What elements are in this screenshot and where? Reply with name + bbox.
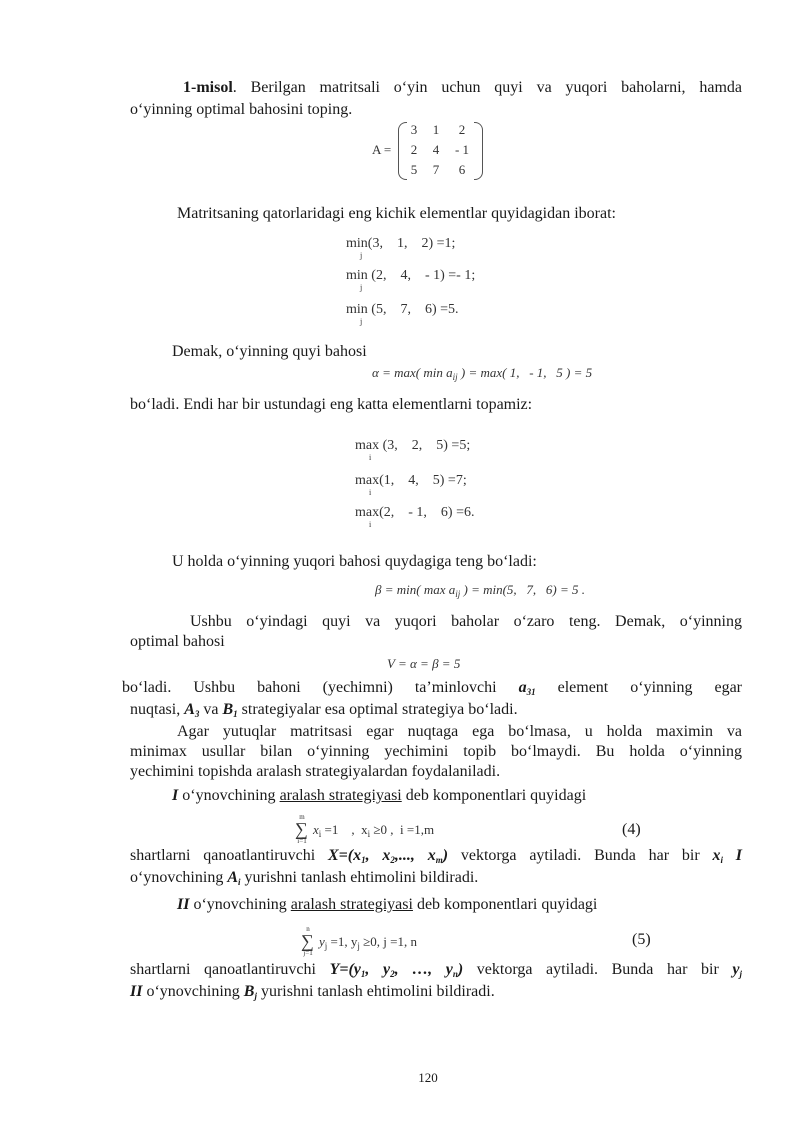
sum-top: n: [306, 925, 310, 933]
s: j: [324, 941, 328, 951]
t: aralash strategiyasi: [279, 787, 402, 804]
t: y: [319, 934, 325, 949]
paragraph-line: [130, 868, 478, 888]
sub: j: [360, 283, 363, 292]
op: min: [346, 236, 368, 251]
expr: (1, 4, 5) =7;: [379, 473, 467, 488]
t: B: [243, 983, 255, 1000]
matrix-a: [372, 120, 484, 182]
t: A: [184, 701, 195, 718]
matrix-cell: 2: [410, 142, 418, 157]
matrix-cell: 2: [458, 122, 466, 137]
paragraph-line: Ushbu o‘yindagi quyi va yuqori baholar o‘zaro teng. Demak, o‘yinning: [190, 613, 742, 630]
t: ): [457, 961, 464, 978]
paragraph-line: [130, 78, 742, 98]
min-formula: [346, 302, 459, 326]
t: x: [712, 847, 721, 864]
paragraph-line: [130, 846, 742, 866]
t: shartlarni qanoatlantiruvchi: [130, 847, 328, 864]
max-formula: [355, 473, 467, 497]
equation-number: (5): [632, 931, 651, 948]
text: . Berilgan matritsali o‘yin uchun quyi va yuqori baholarni, hamda: [232, 79, 742, 96]
t: α = max( min a: [372, 365, 453, 380]
t: II: [130, 983, 143, 1000]
sum-bottom: i=1: [297, 837, 307, 845]
expr: (3, 2, 5) =5;: [379, 438, 471, 453]
beta-formula: [375, 582, 585, 599]
s: m: [435, 855, 443, 865]
t: ≥0, j =1, n: [359, 934, 417, 949]
t: aralash strategiyasi: [290, 896, 413, 913]
paragraph-line: optimal bahosi: [130, 633, 225, 650]
t: strategiyalar esa optimal strategiya bo‘ladi.: [237, 701, 518, 718]
s: i: [318, 829, 322, 839]
expr: (5, 7, 6) =5.: [371, 302, 459, 317]
v-formula: V = α = β = 5: [387, 656, 461, 671]
paragraph-line: [130, 982, 495, 1002]
paragraph-line: bo‘ladi. Endi har bir ustundagi eng katta elementlarni topamiz:: [130, 396, 533, 413]
t: , x: [365, 847, 391, 864]
min-formula: [346, 236, 456, 260]
t: , y: [365, 961, 391, 978]
t: ) = min(5, 7, 6) = 5 .: [460, 582, 586, 597]
matrix-cell: 6: [458, 162, 466, 177]
s: 1: [233, 709, 238, 719]
t: A: [227, 869, 238, 886]
paragraph-line: Matritsaning qatorlaridagi eng kichik elementlar quyidagidan iborat:: [177, 205, 616, 222]
s: i: [367, 829, 371, 839]
example-label: 1-misol: [183, 79, 233, 96]
t: o‘ynovchining: [130, 869, 228, 886]
t: =1, y: [327, 934, 358, 949]
sum-bottom: j=1: [303, 949, 313, 957]
paragraph-line: Demak, o‘yinning quyi bahosi: [172, 343, 367, 360]
matrix-label: A =: [372, 142, 392, 157]
t: ) = max( 1, - 1, 5 ) = 5: [457, 365, 593, 380]
matrix-cell: 5: [410, 162, 418, 177]
t: element o‘yinning egar: [535, 679, 742, 696]
t: x: [313, 822, 319, 837]
op: max: [355, 505, 380, 520]
t: bo‘ladi. Ushbu bahoni (yechimni) ta’minlovchi: [122, 679, 519, 696]
paragraph-line: o‘yinning optimal bahosini toping.: [130, 101, 353, 118]
op: max: [355, 473, 380, 488]
expr: (2, - 1, 6) =6.: [379, 505, 475, 520]
expr: (2, 4, - 1) =- 1;: [371, 268, 476, 283]
s: j: [357, 941, 360, 951]
matrix-cell: 1: [432, 122, 440, 137]
s: j: [254, 991, 257, 1001]
t: ≥0 , i =1,m: [370, 822, 435, 837]
t: ,..., x: [394, 847, 436, 864]
s: 2: [390, 855, 395, 865]
s: ij: [452, 372, 458, 382]
s: ij: [455, 589, 461, 599]
t: yurishni tanlash ehtimolini bildiradi.: [240, 869, 479, 886]
matrix-cell: 7: [432, 162, 440, 177]
t: o‘ynovchining: [178, 787, 280, 804]
right-paren: [474, 122, 483, 180]
t: vektorga aytiladi. Bunda har bir: [448, 847, 713, 864]
matrix-cell: 3: [410, 122, 418, 137]
t: o‘ynovchining: [142, 983, 244, 1000]
paragraph-line: minimax usullar bilan o‘yinning yechimini topib bo‘lmaydi. Bu holda o‘yinning: [130, 743, 742, 760]
t: deb komponentlari quyidagi: [401, 787, 587, 804]
matrix-cell: 4: [432, 142, 440, 157]
sub: j: [360, 317, 363, 326]
op: max: [355, 438, 380, 453]
sub: j: [360, 251, 363, 260]
paragraph-line: [122, 678, 742, 698]
s: i: [720, 855, 723, 865]
s: i: [238, 877, 241, 887]
op: min: [346, 302, 368, 317]
sum-top: m: [299, 813, 305, 821]
max-formula: [355, 438, 471, 462]
page-number: 120: [418, 1070, 438, 1085]
s: 3: [194, 709, 200, 719]
sigma-icon: ∑: [295, 819, 308, 839]
t: X=(x: [327, 847, 362, 864]
sigma-icon: ∑: [301, 931, 314, 951]
t: Y=(y: [329, 961, 361, 978]
paragraph-line: [130, 960, 742, 980]
t: o‘ynovchining: [189, 896, 291, 913]
s: 1: [360, 969, 366, 979]
s: 31: [526, 687, 536, 697]
expr: (3, 1, 2) =1;: [367, 236, 456, 251]
t: vektorga aytiladi. Bunda har bir: [463, 961, 733, 978]
paragraph-line: U holda o‘yinning yuqori bahosi quydagiga teng bo‘ladi:: [172, 553, 537, 570]
t: II: [177, 896, 190, 913]
min-formula: [346, 268, 476, 292]
t: a: [518, 679, 527, 696]
max-formula: [355, 505, 475, 529]
paragraph-line: [172, 786, 586, 806]
t: shartlarni qanoatlantiruvchi: [130, 961, 330, 978]
t: I: [172, 787, 179, 804]
t: , …, y: [394, 961, 453, 978]
matrix-cell: - 1: [454, 142, 470, 157]
t: nuqtasi,: [130, 701, 185, 718]
t: β = min( max a: [375, 582, 456, 597]
alpha-formula: [372, 365, 592, 382]
paragraph-line: Agar yutuqlar matritsasi egar nuqtaga ega bo‘lmasa, u holda maximin va: [177, 723, 742, 740]
sub: i: [369, 453, 372, 462]
s: 2: [390, 969, 395, 979]
paragraph-line: [177, 895, 597, 915]
t: yurishni tanlash ehtimolini bildiradi.: [256, 983, 495, 1000]
s: n: [452, 969, 458, 979]
s: j: [739, 969, 742, 979]
sub: i: [369, 520, 372, 529]
t: deb komponentlari quyidagi: [412, 896, 598, 913]
paragraph-line: yechimini topishda aralash strategiyalardan foydalaniladi.: [130, 763, 501, 780]
paragraph-line: [130, 700, 518, 720]
equation-number: (4): [622, 821, 641, 838]
t: =1 , x: [321, 822, 368, 837]
t: ): [442, 847, 449, 864]
t: I: [722, 847, 743, 864]
s: 1: [361, 855, 366, 865]
sub: i: [369, 488, 372, 497]
op: min: [346, 268, 368, 283]
t: va: [199, 701, 223, 718]
t: y: [732, 961, 740, 978]
t: B: [222, 701, 234, 718]
